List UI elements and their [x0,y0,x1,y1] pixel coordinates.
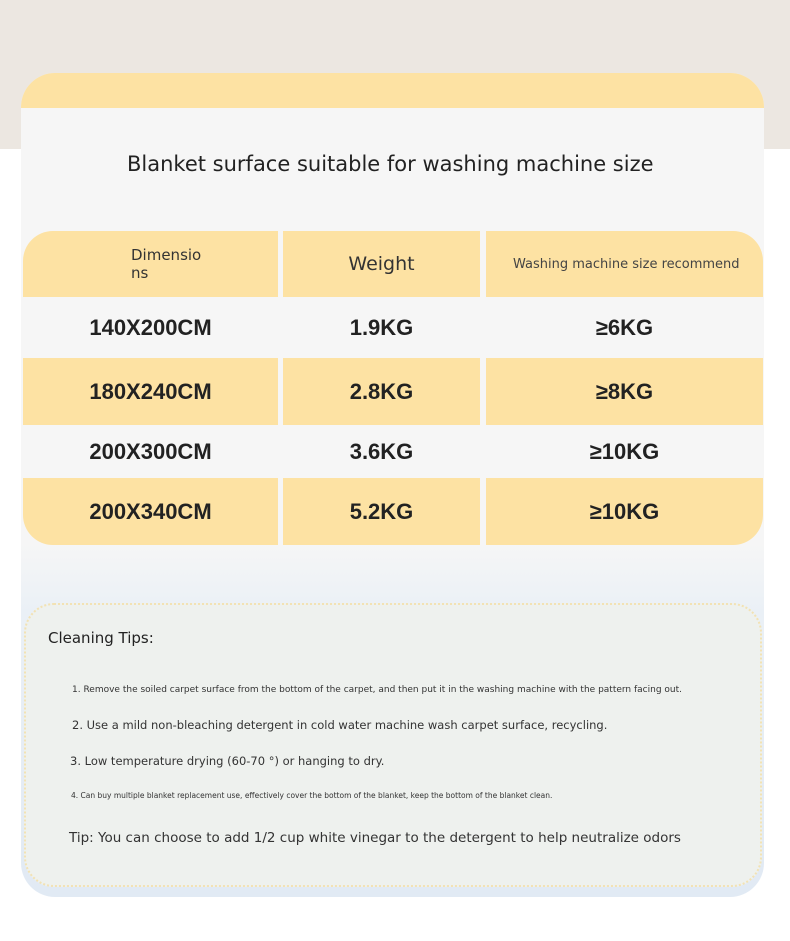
tip-item-3: 3. Low temperature drying (60-70 °) or hanging to dry. [70,754,385,768]
tip-item-4: 4. Can buy multiple blanket replacement use, effectively cover the bottom of the blanket, keep the bottom of the blanket clean. [71,791,553,800]
card-top-accent [21,73,764,108]
table-row-3-weight: 3.6KG [283,425,480,478]
table-row-3-machine: ≥10KG [486,425,763,478]
header-dimensions: Dimensio ns [23,231,278,297]
header-recommend: Washing machine size recommend [486,231,763,297]
table-row-2-weight: 2.8KG [283,358,480,425]
page-title: Blanket surface suitable for washing machine size [127,152,654,176]
size-table [23,231,763,545]
tip-item-2: 2. Use a mild non-bleaching detergent in cold water machine wash carpet surface, recycling. [72,718,608,732]
tip-item-1: 1. Remove the soiled carpet surface from the bottom of the carpet, and then put it in the washing machine with the pattern facing out. [72,685,683,695]
cleaning-tips-title: Cleaning Tips: [48,629,154,647]
table-row-1-weight: 1.9KG [283,297,480,358]
table-row-4-size: 200X340CM [23,478,278,545]
header-weight: Weight [283,231,480,297]
size-guide-card [21,73,764,897]
table-row-2-size: 180X240CM [23,358,278,425]
table-row-1-size: 140X200CM [23,297,278,358]
table-row-1-machine: ≥6KG [486,297,763,358]
cleaning-tips-panel [24,603,762,887]
tip-note: Tip: You can choose to add 1/2 cup white vinegar to the detergent to help neutralize odors [69,830,681,846]
table-row-4-weight: 5.2KG [283,478,480,545]
table-row-2-machine: ≥8KG [486,358,763,425]
table-row-3-size: 200X300CM [23,425,278,478]
table-row-4-machine: ≥10KG [486,478,763,545]
